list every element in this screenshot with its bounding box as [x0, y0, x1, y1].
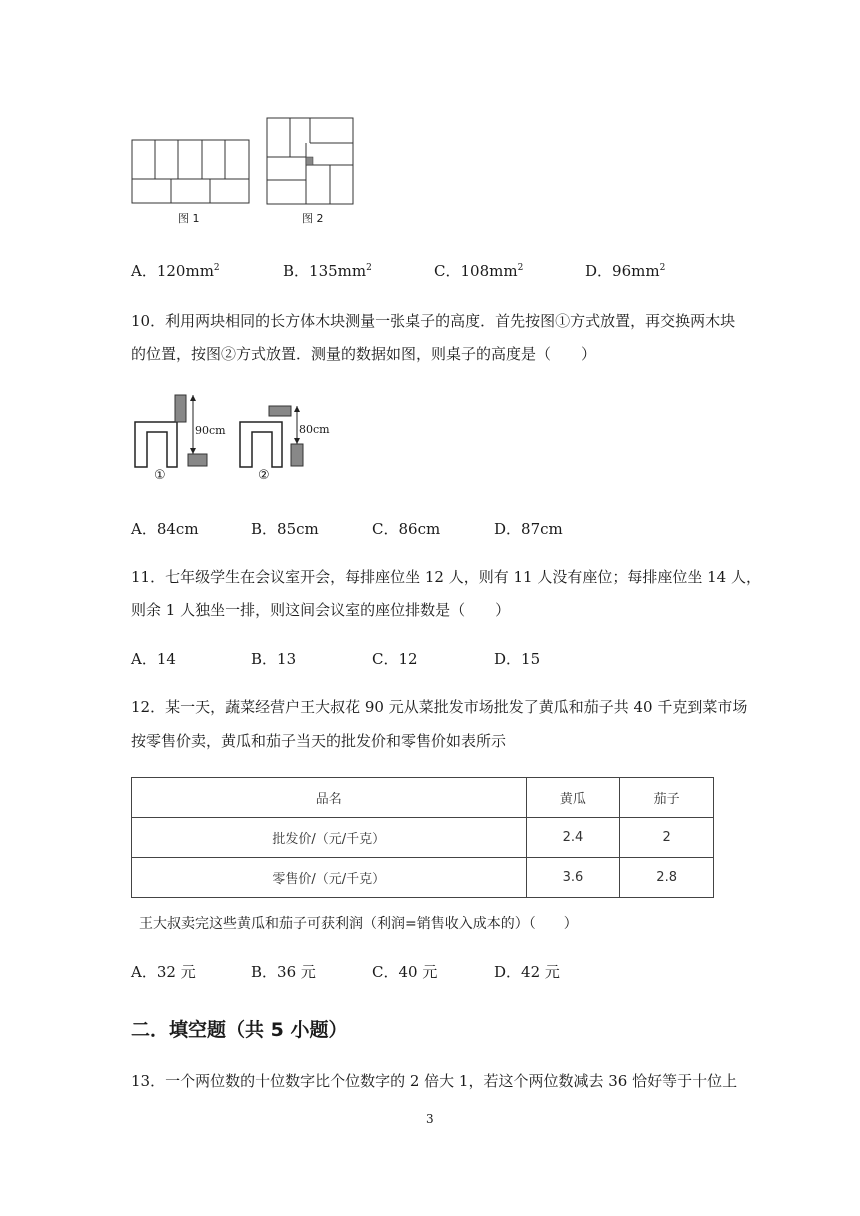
q11-option-a: A．14	[131, 650, 176, 668]
option-letter: C．	[434, 262, 461, 280]
q9-option-a	[131, 261, 220, 281]
q12-text-line-1: 12．某一天，蔬菜经营户王大叔花 90 元从菜批发市场批发了黄瓜和茄子共 40 千克到菜市场	[131, 698, 748, 716]
table-header-cell: 茄子	[620, 778, 714, 818]
option-letter: B．	[283, 262, 310, 280]
option-letter: D．	[585, 262, 613, 280]
q9-figure-1	[131, 138, 251, 206]
q11-option-c: C．12	[372, 650, 418, 668]
q10-figure-1-label: ①	[154, 468, 166, 483]
table-header-cell: 黄瓜	[526, 778, 620, 818]
table-cell: 2	[620, 818, 714, 858]
q9-option-b	[283, 261, 372, 281]
option-letter: A．	[131, 262, 157, 280]
q13-text-line-1: 13．一个两位数的十位数字比个位数字的 2 倍大 1，若这个两位数减去 36 恰好等于十位上	[131, 1072, 738, 1090]
q12-text-line-2: 按零售价卖，黄瓜和茄子当天的批发价和零售价如表所示	[131, 732, 507, 750]
q10-text-line-2: 的位置，按图②方式放置．测量的数据如图，则桌子的高度是（ ）	[131, 345, 597, 363]
option-exponent: 2	[366, 263, 372, 273]
page-number: 3	[426, 1112, 434, 1126]
option-value: 108mm	[460, 262, 518, 280]
q12-option-a: A．32 元	[131, 963, 196, 981]
option-exponent: 2	[517, 263, 524, 273]
table-header-row	[132, 778, 714, 818]
table-row	[132, 818, 714, 858]
q10-text-line-1: 10．利用两块相同的长方体木块测量一张桌子的高度．首先按图①方式放置，再交换两木块	[131, 312, 736, 330]
q9-figure-1-caption: 图 1	[178, 212, 200, 225]
q9-option-d	[585, 261, 665, 281]
section-heading: 二．填空题（共 5 小题）	[131, 1019, 348, 1041]
q12-option-c: C．40 元	[372, 963, 438, 981]
q10-figure-1-measure: 90cm	[195, 424, 226, 437]
q11-text-line-2: 则余 1 人独坐一排，则这间会议室的座位排数是（ ）	[131, 601, 511, 619]
q10-option-c: C．86cm	[372, 520, 441, 538]
table-cell: 批发价/（元/千克）	[132, 818, 527, 858]
q12-question: 王大叔卖完这些黄瓜和茄子可获利润（利润=销售收入成本的）（ ）	[139, 916, 578, 932]
q10-option-b: B．85cm	[251, 520, 319, 538]
table-header-cell: 品名	[132, 778, 527, 818]
table-cell: 2.8	[620, 858, 714, 898]
price-table	[131, 777, 714, 898]
table-cell: 2.4	[526, 818, 620, 858]
q10-figure-2-label: ②	[258, 468, 270, 483]
q10-option-d: D．87cm	[494, 520, 563, 538]
option-value: 96mm	[612, 262, 660, 280]
table-row	[132, 858, 714, 898]
option-value: 120mm	[156, 262, 214, 280]
q12-option-d: D．42 元	[494, 963, 560, 981]
q11-text-line-1: 11．七年级学生在会议室开会，每排座位坐 12 人，则有 11 人没有座位；每排座位坐 14 人，	[131, 568, 761, 586]
option-exponent: 2	[213, 263, 220, 273]
q9-option-c	[434, 261, 523, 281]
q11-option-b: B．13	[251, 650, 297, 668]
q9-figure-2-caption: 图 2	[302, 212, 324, 225]
q11-option-d: D．15	[494, 650, 541, 668]
q9-figure-2	[266, 117, 356, 207]
table-cell: 3.6	[526, 858, 620, 898]
table-cell: 零售价/（元/千克）	[132, 858, 527, 898]
q12-option-b: B．36 元	[251, 963, 316, 981]
q10-figure-2-measure: 80cm	[299, 423, 330, 436]
option-value: 135mm	[309, 262, 367, 280]
option-exponent: 2	[659, 263, 666, 273]
q10-option-a: A．84cm	[131, 520, 199, 538]
